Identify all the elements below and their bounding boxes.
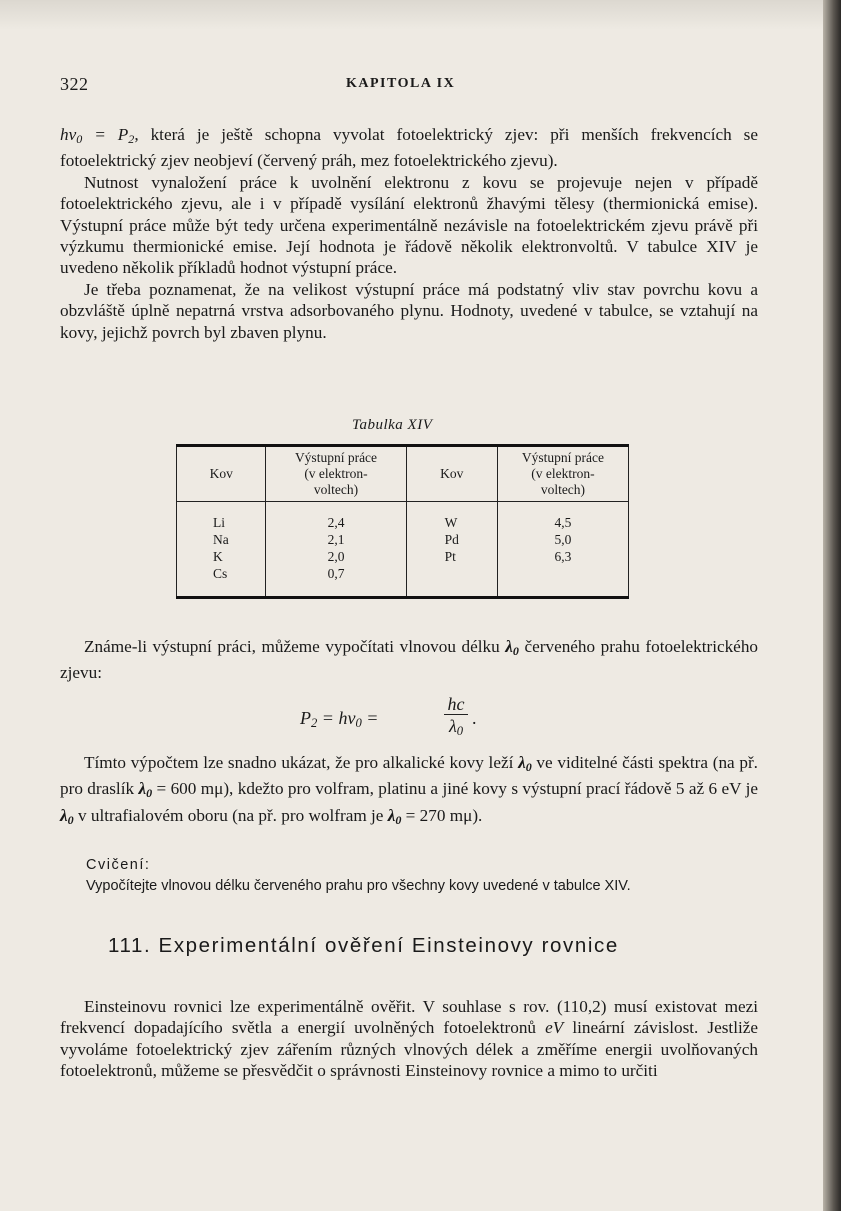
page-shading [0, 0, 823, 30]
table-cell: Cs [213, 566, 228, 581]
exercise-label: Cvičení: [86, 857, 151, 873]
table-cell: K [213, 549, 223, 564]
header-kov-left: Kov [177, 446, 266, 502]
table-caption: Tabulka XIV [352, 417, 433, 433]
col-prace-left [266, 514, 406, 598]
fraction-denominator: $\lambda_0$ [448, 716, 464, 739]
table-cell: Na [213, 532, 229, 547]
body-text-top [60, 124, 758, 343]
formula-fraction [444, 694, 468, 742]
fraction-numerator: hc [444, 694, 468, 715]
table-cell: Li [213, 515, 225, 530]
header-prace-right: Výstupní práce (v elektron- voltech) [497, 446, 628, 502]
exercise-text: Vypočítejte vlnovou délku červeného prahu pro všechny kovy uvedené v tabulce XIV. [86, 878, 631, 894]
running-header [60, 74, 760, 96]
lambda0-symbol: $\lambda_0$ [505, 637, 519, 658]
table-cell: 2,1 [327, 532, 345, 547]
section-heading: 111. Experimentální ověření Einsteinovy rovnice [108, 934, 619, 957]
table-cell: W [444, 515, 458, 530]
table-header-row [177, 446, 629, 502]
header-kov-right: Kov [406, 446, 497, 502]
paragraph-6: Einsteinovu rovnici lze experimentálně ověřit. V souhlase s rov. (110,2) musí existovat mezi frekvencí dopadajícího světla a energií uvolněných fotoelektronů eV lineární závislost. Jestliže vyvoláme fotoelektrický zjev zářením různých vlnových délek a změříme energii uvolňovaných fotoelektronů, můžeme se přesvědčit o správnosti Einsteinovy rovnice a mimo to určiti [60, 997, 759, 1081]
table-cell: Pd [444, 532, 459, 547]
paragraph-1 [60, 124, 758, 172]
table-cell: 6,3 [554, 549, 572, 564]
chapter-title: KAPITOLA IX [346, 76, 456, 91]
paragraph-2: Nutnost vynaložení práce k uvolnění elektronu z kovu se projevuje nejen v případě fotoelektrického zjevu, ale i v případě vysílání elektronů žhavými tělesy (thermionická emise). Výstupní práce může být tedy určena experimentálně nezávisle na fotoelektrickém zjevu právě při výzkumu thermionické emise. Její hodnota je řádově několik elektronvoltů. V tabulce XIV je uvedeno několik příkladů hodnot výstupní práce. [60, 172, 758, 278]
work-function-table [176, 444, 629, 599]
header-prace-left: Výstupní práce (v elektron- voltech) [266, 446, 406, 502]
hv0-symbol: $h\nu_0$ [60, 125, 83, 146]
col-kov-left [177, 514, 266, 598]
col-prace-right [497, 514, 628, 598]
col-kov-right [406, 514, 497, 598]
paragraph-1-text: , která je ještě schopna vyvolat fotoelektrický zjev: při menších frekvencích se fotoelektrický zjev neobjeví (červený práh, mez fotoelektrického zjevu). [60, 125, 758, 171]
ev-symbol: eV [545, 1018, 564, 1038]
table-cell: 0,7 [327, 566, 345, 581]
formula-lhs: $P_2 = h\nu_0$ = [300, 708, 379, 731]
page-binding-edge [823, 0, 841, 1211]
table-gap-row [177, 502, 629, 515]
equals-p2: = $P_2$ [82, 125, 135, 146]
table-cell: 5,0 [554, 532, 572, 547]
paragraph-5: Tímto výpočtem lze snadno ukázat, že pro alkalické kovy leží $\lambda_0$ ve viditelné části spektra (na př. pro draslík $\lambda_0 = 600$ mμ), kdežto pro volfram, platinu a jiné kovy s výstupní prací řádově 5 až 6 eV je $\lambda_0$ v ultrafialovém oboru (na př. pro wolfram je $\lambda_0 = 270$ mμ). [60, 753, 758, 827]
formula-period: . [472, 708, 477, 728]
table-cell: 4,5 [554, 515, 572, 530]
table-cell: Pt [444, 549, 456, 564]
page-number: 322 [60, 74, 89, 94]
table-cell: 2,4 [327, 515, 345, 530]
table-body-row [177, 514, 629, 598]
table-cell: 2,0 [327, 549, 345, 564]
paragraph-3: Je třeba poznamenat, že na velikost výstupní práce má podstatný vliv stav povrchu kovu a obzvláště úplně nepatrná vrstva adsorbovaného plynu. Hodnoty, uvedené v tabulce, se vztahují na kovy, jejichž povrch byl zbaven plynu. [60, 279, 758, 342]
paragraph-4: Známe-li výstupní práci, můžeme vypočítati vlnovou délku $\lambda_0$ červeného prahu fotoelektrického zjevu: [60, 637, 759, 683]
threshold-formula [300, 694, 520, 754]
